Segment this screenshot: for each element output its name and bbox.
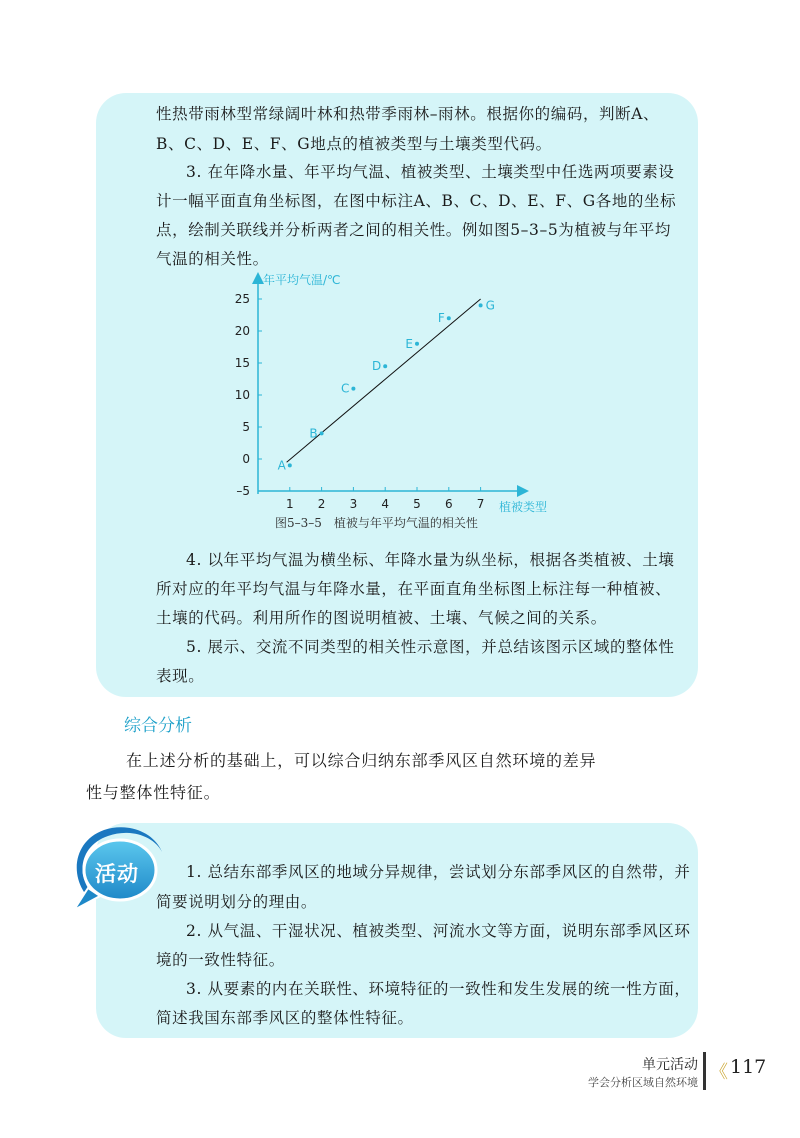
section-title: 综合分析 xyxy=(124,716,192,736)
activity-line-2: 简要说明划分的理由。 xyxy=(156,893,318,911)
page-number: 117 xyxy=(730,1056,767,1078)
correlation-chart xyxy=(225,268,565,518)
figure-caption: 图5–3–5 植被与年平均气温的相关性 xyxy=(275,516,478,530)
y-tick-label: –5 xyxy=(236,484,250,498)
footer-unit-subtitle: 学会分析区域自然环境 xyxy=(588,1076,698,1089)
exercise-line-3: 3. 在年降水量、年平均气温、植被类型、土壤类型中任选两项要素设 xyxy=(186,163,675,181)
y-tick-label: 25 xyxy=(234,292,250,306)
point-label: A xyxy=(277,458,286,473)
activity-line-4: 境的一致性特征。 xyxy=(156,951,285,969)
exercise-line-6: 气温的相关性。 xyxy=(156,250,269,268)
y-tick-label: 0 xyxy=(242,452,250,466)
point-d xyxy=(383,364,387,368)
activity-line-5: 3. 从要素的内在关联性、环境特征的一致性和发生发展的统一性方面， xyxy=(186,980,691,998)
chevron-left-icon: 《 xyxy=(710,1062,728,1083)
y-axis-label: 年平均气温/℃ xyxy=(263,273,341,287)
point-g xyxy=(479,303,483,307)
exercise-line-1: 性热带雨林型常绿阔叶林和热带季雨林–雨林。根据你的编码，判断A、 xyxy=(156,105,660,123)
footer-divider xyxy=(703,1052,706,1090)
exercise-line-7: 4. 以年平均气温为横坐标、年降水量为纵坐标，根据各类植被、土壤 xyxy=(186,551,675,569)
x-tick-label: 3 xyxy=(349,497,358,511)
point-c xyxy=(351,387,355,391)
exercise-line-9: 土壤的代码。利用所作的图说明植被、土壤、气候之间的关系。 xyxy=(156,609,607,627)
section-body-line-2: 性与整体性特征。 xyxy=(86,783,221,802)
x-tick-label: 4 xyxy=(381,497,390,511)
exercise-line-4: 计一幅平面直角坐标图，在图中标注A、B、C、D、E、F、G各地的坐标 xyxy=(156,192,677,210)
exercise-line-2: B、C、D、E、F、G地点的植被类型与土壤类型代码。 xyxy=(156,135,552,153)
footer-unit-title: 单元活动 xyxy=(642,1057,698,1073)
x-tick-label: 2 xyxy=(317,497,326,511)
x-tick-label: 7 xyxy=(476,497,485,511)
exercise-line-11: 表现。 xyxy=(156,667,205,685)
point-label: F xyxy=(437,311,445,326)
activity-badge-label: 活动 xyxy=(95,862,139,886)
y-tick-label: 10 xyxy=(234,388,250,402)
point-label: G xyxy=(485,298,495,313)
y-tick-label: 15 xyxy=(234,356,250,370)
section-body xyxy=(86,745,597,809)
section-body-line-1: 在上述分析的基础上，可以综合归纳东部季风区自然环境的差异 xyxy=(126,751,597,770)
point-f xyxy=(447,316,451,320)
activity-line-3: 2. 从气温、干湿状况、植被类型、河流水文等方面，说明东部季风区环 xyxy=(186,922,691,940)
x-tick-label: 1 xyxy=(285,497,294,511)
point-a xyxy=(288,463,292,467)
point-b xyxy=(320,431,324,435)
point-label: B xyxy=(309,426,318,441)
y-tick-label: 5 xyxy=(242,420,250,434)
activity-line-1: 1. 总结东部季风区的地域分异规律，尝试划分东部季风区的自然带，并 xyxy=(186,863,691,881)
x-tick-label: 5 xyxy=(413,497,421,511)
y-tick-label: 20 xyxy=(234,324,250,338)
exercise-line-5: 点，绘制关联线并分析两者之间的相关性。例如图5–3–5为植被与年平均 xyxy=(156,221,671,239)
exercise-line-8: 所对应的年平均气温与年降水量，在平面直角坐标图上标注每一种植被、 xyxy=(156,580,672,598)
point-label: E xyxy=(405,336,413,351)
exercise-line-10: 5. 展示、交流不同类型的相关性示意图，并总结该图示区域的整体性 xyxy=(186,638,675,656)
x-tick-label: 6 xyxy=(444,497,453,511)
activity-line-6: 简述我国东部季风区的整体性特征。 xyxy=(156,1009,414,1027)
x-axis-label: 植被类型 xyxy=(499,500,548,514)
point-e xyxy=(415,342,419,346)
point-label: C xyxy=(341,381,350,396)
point-label: D xyxy=(371,359,382,374)
